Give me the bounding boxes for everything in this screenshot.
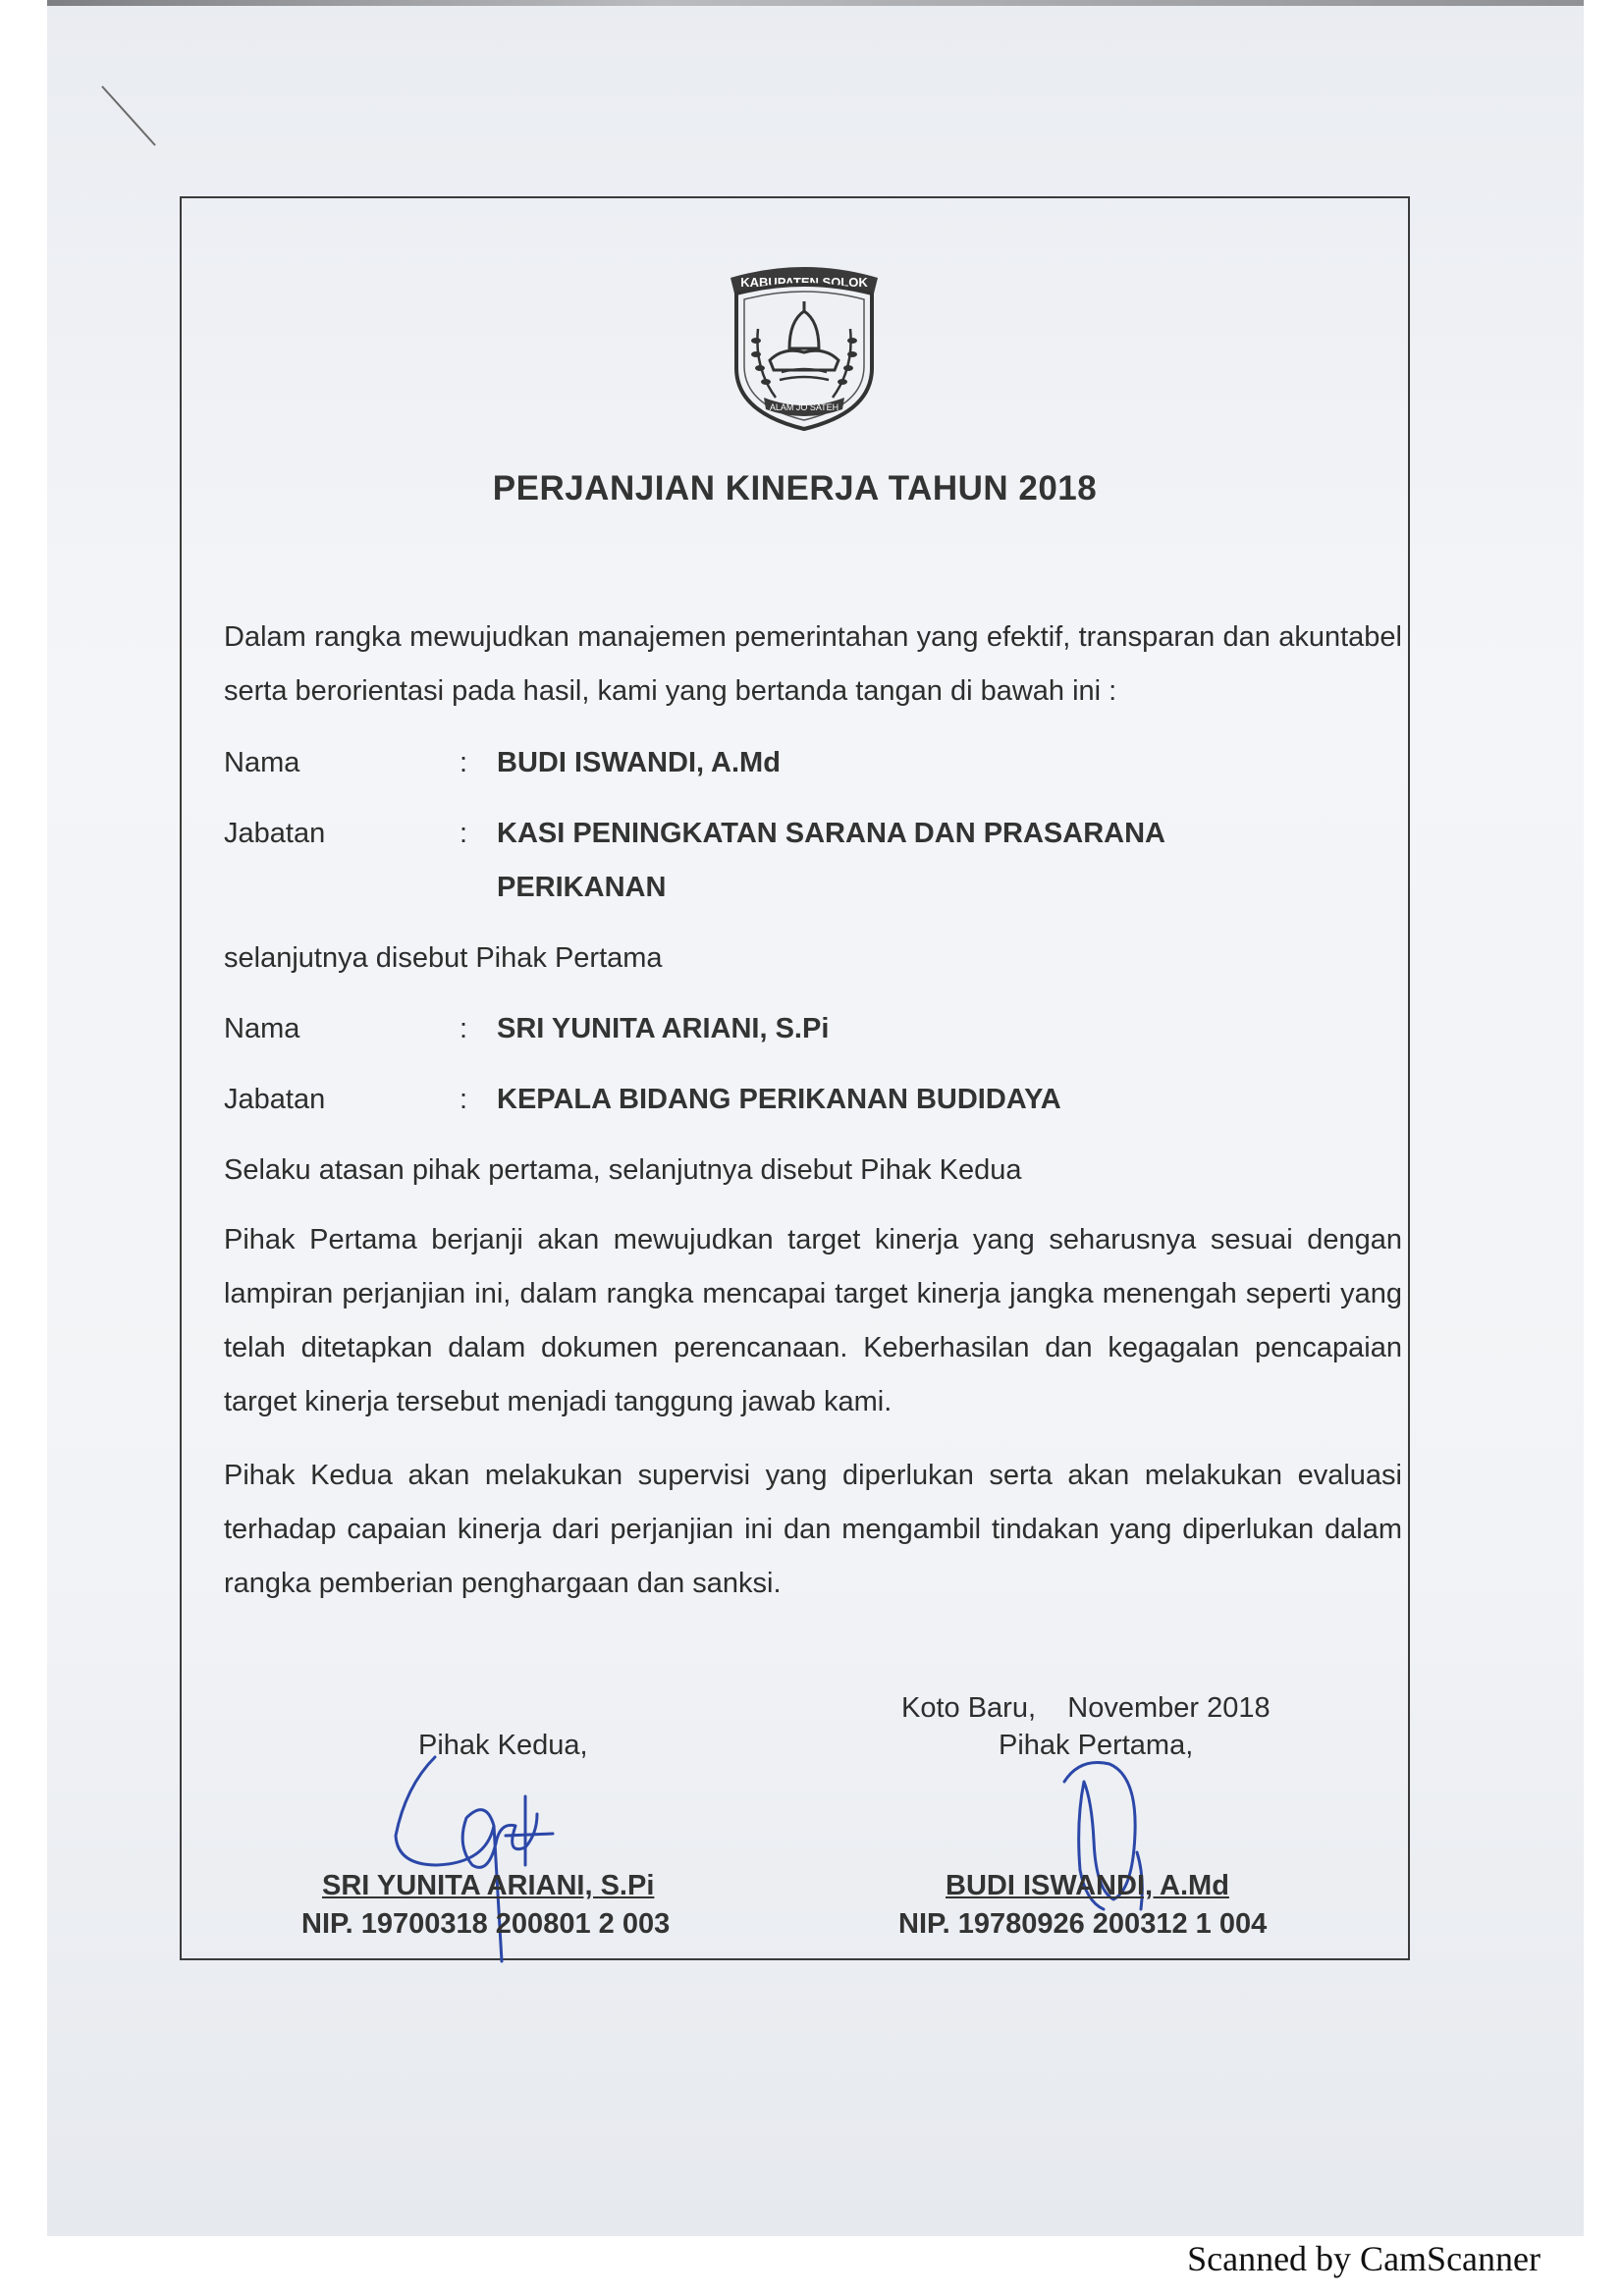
first-party-role: Pihak Pertama,: [999, 1730, 1194, 1761]
first-party-nip: NIP. 19780926 200312 1 004: [898, 1908, 1268, 1940]
first-party-position-cont: PERIKANAN: [497, 872, 667, 903]
supervision-paragraph: Pihak Kedua akan melakukan supervisi yang diperlukan serta akan melakukan evaluasi terhadap capaian kinerja dari perjanjian ini dan mengambil tindakan yang diperlukan dalam rangka pemberian penghargaan dan sanksi.: [224, 1460, 1402, 1599]
first-party-name: BUDI ISWANDI, A.Md: [497, 747, 781, 778]
field-colon: :: [460, 747, 468, 778]
second-party-note: Selaku atasan pihak pertama, selanjutnya disebut Pihak Kedua: [224, 1154, 1022, 1186]
second-party-role: Pihak Kedua,: [418, 1730, 588, 1761]
pen-scratch-mark: [98, 79, 177, 157]
first-party-note: selanjutnya disebut Pihak Pertama: [224, 942, 663, 974]
intro-paragraph: Dalam rangka mewujudkan manajemen pemerintahan yang efektif, transparan dan akuntabel serta berorientasi pada hasil, kami yang bertanda tangan di bawah ini :: [224, 621, 1402, 707]
field-label: Jabatan: [224, 818, 326, 849]
place-date: Koto Baru, November 2018: [901, 1692, 1271, 1724]
field-colon: :: [460, 1084, 468, 1115]
field-label: Nama: [224, 747, 300, 778]
commitment-paragraph: Pihak Pertama berjanji akan mewujudkan target kinerja yang seharusnya sesuai dengan lampiran perjanjian ini, dalam rangka mencapai target kinerja jangka menengah seperti yang telah ditetapkan dalam dokumen perencanaan. Keberhasilan dan kegagalan pencapaian target kinerja tersebut menjadi tanggung jawab kami.: [224, 1224, 1402, 1417]
field-label: Jabatan: [224, 1084, 326, 1115]
second-party-name: SRI YUNITA ARIANI, S.Pi: [497, 1013, 830, 1044]
field-label: Nama: [224, 1013, 300, 1044]
first-party-position: KASI PENINGKATAN SARANA DAN PRASARANA: [497, 818, 1165, 849]
svg-text:ALAM JO SATEH: ALAM JO SATEH: [769, 402, 839, 412]
second-party-nip: NIP. 19700318 200801 2 003: [301, 1908, 671, 1940]
second-party-position: KEPALA BIDANG PERIKANAN BUDIDAYA: [497, 1084, 1061, 1115]
page-top-edge: [47, 0, 1584, 6]
svg-text:KABUPATEN SOLOK: KABUPATEN SOLOK: [740, 275, 868, 290]
document-title: PERJANJIAN KINERJA TAHUN 2018: [492, 469, 1098, 507]
field-colon: :: [460, 1013, 468, 1044]
second-party-signatory-name: SRI YUNITA ARIANI, S.Pi: [322, 1870, 655, 1901]
camscanner-watermark: Scanned by CamScanner: [1187, 2239, 1541, 2278]
first-party-signatory-name: BUDI ISWANDI, A.Md: [946, 1870, 1229, 1901]
field-colon: :: [460, 818, 468, 849]
kabupaten-solok-logo-icon: [725, 250, 884, 437]
